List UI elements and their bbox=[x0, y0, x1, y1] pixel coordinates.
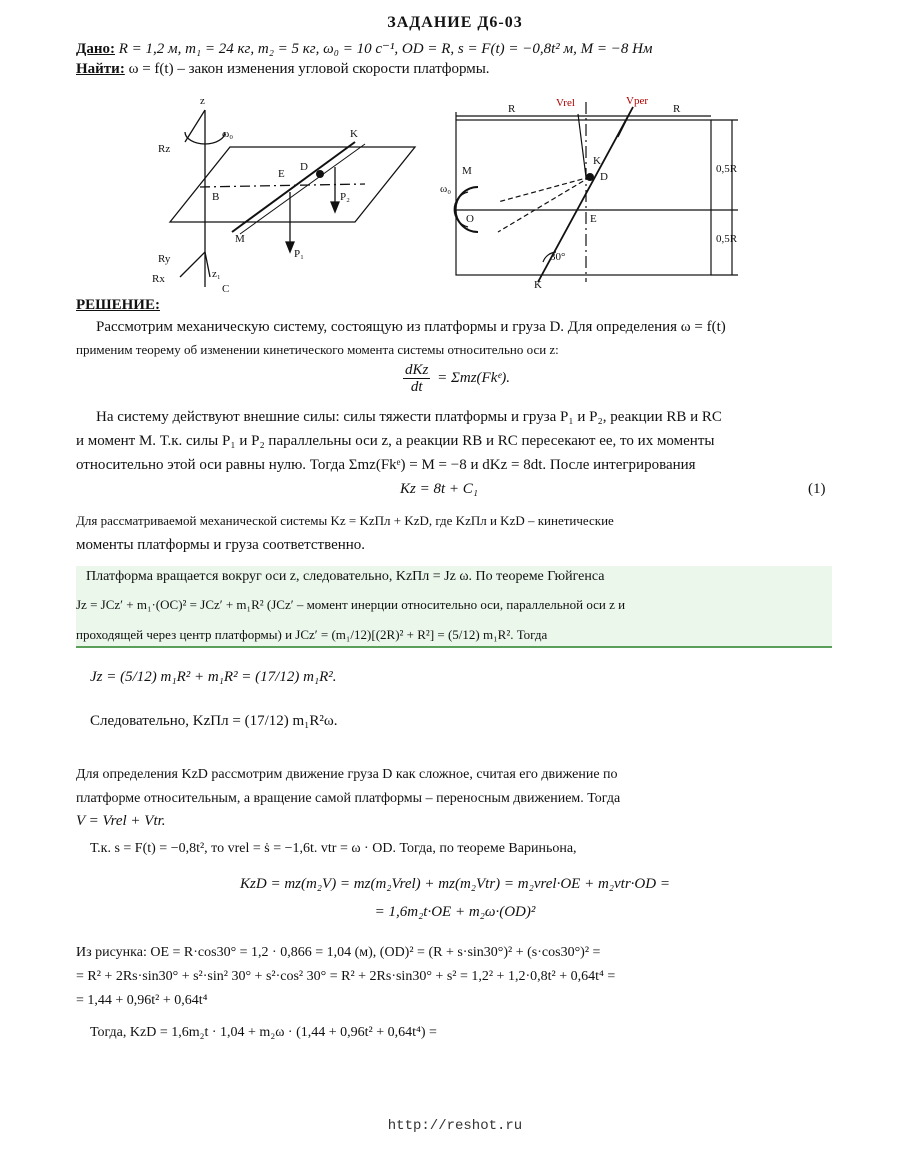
svg-text:Vrel: Vrel bbox=[556, 97, 575, 109]
svg-text:0,5R: 0,5R bbox=[716, 163, 738, 175]
svg-text:K: K bbox=[534, 279, 542, 291]
svg-text:0,5R: 0,5R bbox=[716, 233, 738, 245]
svg-text:R: R bbox=[508, 103, 516, 115]
svg-text:O: O bbox=[466, 213, 474, 225]
svg-text:ω₀: ω₀ bbox=[440, 183, 452, 195]
svg-text:K: K bbox=[350, 128, 358, 140]
equation-1 bbox=[400, 362, 510, 395]
footer-url: http://reshot.ru bbox=[387, 1118, 523, 1134]
svg-text:M: M bbox=[235, 233, 245, 245]
solution-p15: Т.к. s = F(t) = −0,8t², то vrel = ṡ = −1,6t. vtr = ω · OD. Тогда, по теореме Вариньона, bbox=[90, 841, 577, 856]
svg-text:D: D bbox=[600, 171, 608, 183]
solution-p13: платформе относительным, а вращение самой платформы – переносным движением. Тогда bbox=[76, 791, 621, 806]
given-line bbox=[76, 40, 653, 58]
equation-4a: KzD = mz(m₂V) = mz(m₂Vrel) + mz(m₂Vtr) = m₂vrel·OE + m₂vtr·OD = bbox=[240, 876, 670, 892]
svg-text:C: C bbox=[222, 283, 230, 295]
equation-2: Kz = 8t + C₁ bbox=[400, 481, 478, 497]
solution-p17: = R² + 2Rs·sin30° + s²·sin² 30° + s²·cos² 30° = R² + 2Rs·sin30° + s² = 1,2² + 1,2·0,8t² + 0,64t⁴ = bbox=[76, 969, 616, 984]
svg-text:D: D bbox=[300, 161, 308, 173]
equation-4b: = 1,6m₂t·OE + m₂ω·(OD)² bbox=[374, 904, 536, 920]
find-line bbox=[76, 60, 490, 78]
solution-p6: Для рассматриваемой механической системы Kz = KzПл + KzD, где KzПл и KzD – кинетические bbox=[76, 513, 614, 528]
svg-text:ω₀: ω₀ bbox=[222, 128, 234, 140]
solution-p18: = 1,44 + 0,96t² + 0,64t⁴ bbox=[76, 993, 208, 1008]
svg-text:z₁: z₁ bbox=[212, 268, 221, 280]
solution-p10: проходящей через центр платформы) и JCz′ = (m₁/12)[(2R)² + R²] = (5/12) m₁R². Тогда bbox=[76, 627, 548, 642]
svg-text:E: E bbox=[278, 168, 285, 180]
page-title: ЗАДАНИЕ Д6-03 bbox=[387, 14, 523, 31]
solution-p9: Jz = JCz′ + m₁·(OC)² = JCz′ + m₁R² (JCz′ – момент инерции относительно оси, параллельной оси z и bbox=[76, 597, 626, 612]
eq1-numerator: dKz bbox=[405, 362, 429, 378]
svg-text:Rx: Rx bbox=[152, 273, 165, 285]
svg-text:P₂: P₂ bbox=[340, 191, 350, 203]
svg-text:P₁: P₁ bbox=[294, 248, 304, 260]
svg-text:M: M bbox=[462, 165, 472, 177]
eq1-rhs: = Σmz(Fkᵉ). bbox=[437, 369, 511, 386]
find-label: Найти: bbox=[76, 61, 125, 77]
equation-3: Jz = (5/12) m₁R² + m₁R² = (17/12) m₁R². bbox=[90, 669, 337, 685]
centerline bbox=[200, 184, 365, 187]
svg-text:B: B bbox=[212, 191, 220, 203]
solution-p11: Следовательно, KzПл = (17/12) m₁R²ω. bbox=[90, 713, 338, 729]
solution-p8: Платформа вращается вокруг оси z, следовательно, KzПл = Jz ω. По теореме Гюйгенса bbox=[86, 569, 605, 584]
svg-text:30°: 30° bbox=[550, 251, 566, 263]
equation-2-number: (1) bbox=[808, 481, 826, 497]
given-label: Дано: bbox=[76, 41, 115, 57]
eq1-denominator: dt bbox=[410, 379, 423, 395]
solution-p19: Тогда, KzD = 1,6m₂t · 1,04 + m₂ω · (1,44 + 0,96t² + 0,64t⁴) = bbox=[90, 1025, 437, 1040]
solution-p2: применим теорему об изменении кинетического момента системы относительно оси z: bbox=[76, 342, 559, 357]
svg-text:R: R bbox=[673, 103, 681, 115]
svg-text:Ry: Ry bbox=[158, 253, 171, 265]
solution-p1: Рассмотрим механическую систему, состоящую из платформы и груза D. Для определения ω = f(t) bbox=[96, 319, 726, 335]
solution-p14: V = Vrel + Vtr. bbox=[76, 813, 166, 829]
solution-p4: и момент M. Т.к. силы P₁ и P₂ параллельны оси z, а реакции RB и RC пересекают ее, то их моменты bbox=[76, 433, 715, 449]
svg-text:Rz: Rz bbox=[158, 143, 171, 155]
solution-p5: относительно этой оси равны нулю. Тогда Σmz(Fkᵉ) = M = −8 и dKz = 8dt. После интегрирования bbox=[76, 457, 696, 473]
platform-plane bbox=[170, 147, 415, 222]
svg-text:z: z bbox=[200, 95, 205, 107]
solution-p16: Из рисунка: OE = R·cos30° = 1,2 · 0,866 = 1,04 (м), (OD)² = (R + s·sin30°)² + (s·cos30°)² = bbox=[76, 945, 601, 960]
svg-text:Vper: Vper bbox=[626, 95, 648, 107]
solution-p12: Для определения KzD рассмотрим движение груза D как сложное, считая его движение по bbox=[76, 767, 618, 782]
figure-right bbox=[438, 92, 758, 302]
figure-left bbox=[150, 92, 430, 302]
guide-line bbox=[232, 142, 355, 232]
find-text: ω = f(t) – закон изменения угловой скорости платформы. bbox=[128, 61, 490, 77]
solution-p3: На систему действуют внешние силы: силы тяжести платформы и груза P₁ и P₂, реакции RB и RC bbox=[96, 409, 722, 425]
svg-text:K: K bbox=[593, 155, 601, 167]
svg-text:E: E bbox=[590, 213, 597, 225]
given-text: R = 1,2 м, m₁ = 24 кг, m₂ = 5 кг, ω₀ = 10 с⁻¹, OD = R, s = F(t) = −0,8t² м, M = −8 Нм bbox=[118, 41, 653, 57]
solution-p7: моменты платформы и груза соответственно. bbox=[76, 537, 366, 553]
solution-label: РЕШЕНИЕ: bbox=[76, 297, 160, 313]
